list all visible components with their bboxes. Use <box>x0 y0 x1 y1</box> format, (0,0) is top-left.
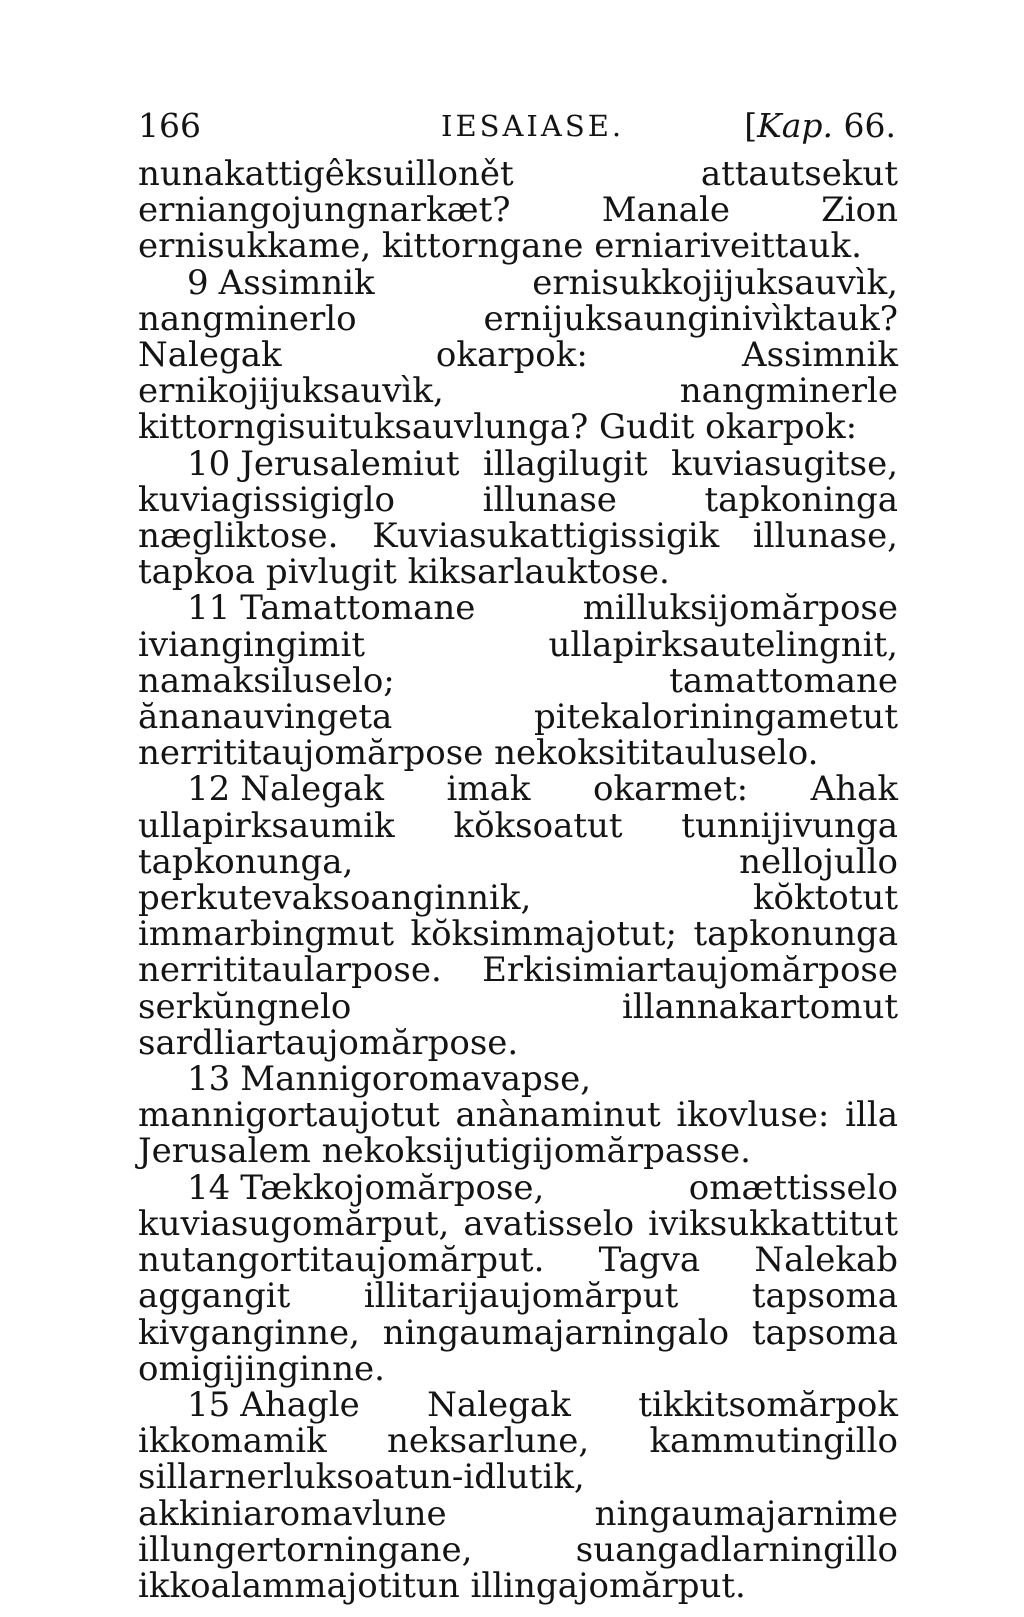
page-number: 166 <box>138 106 201 145</box>
verse-text: Nalegak imak okarmet: Ahak ullapirksaumik kŏksoatut tunnijivunga tapkonunga, nellojullo perkutevaksoanginnik, kŏktotut immarbingmut kŏksimmajotut; tapkonunga nerrititaularpose. Erkisimiartaujomărpose serkŭngnelo illannakartomut sardliartaujomărpose. <box>138 769 898 1063</box>
verse-9 <box>138 262 898 448</box>
verse-number: 9 <box>187 262 209 303</box>
verse-number: 13 <box>187 1059 231 1100</box>
verse-13 <box>138 1061 898 1170</box>
chapter-reference <box>744 100 896 152</box>
verse-text: Ahagle Nalegak tikkitsomărpok ikkomamik neksarlune, kammutingillo sillarnerluksoatun-idlutik, akkiniaromavlune ningaumajarnime illungertorningane, suangadlarningillo ikkoalammajotitun illingajomărput. <box>138 1384 898 1606</box>
chapter-bracket: [ <box>744 106 758 145</box>
chapter-number: 66. <box>843 106 896 145</box>
verse-number: 11 <box>187 588 231 629</box>
verse-text: Jerusalemiut illagilugit kuviasugitse, kuviagissigiglo illunase tapkoninga nægliktose. Kuviasukattigissigik illunase, tapkoa pivlugit kiksarlauktose. <box>138 443 898 593</box>
verse-12 <box>138 771 898 1061</box>
verse-text: Tækkojomărpose, omættisselo kuviasugomărput, avatisselo iviksukkattitut nutangortitaujomărput. Tagva Nalekab aggangit illitarijaujomărput tapsoma kivganginne, ningaumajarningalo tapsoma omigijinginne. <box>138 1167 898 1389</box>
verse-number: 12 <box>187 769 231 810</box>
verse-text: Mannigoromavapse, mannigortaujotut anànaminut ikovluse: illa Jerusalem nekoksijutigijomărpasse. <box>138 1059 898 1172</box>
verse-number: 15 <box>187 1384 231 1425</box>
verse-number: 10 <box>187 443 231 484</box>
continuation-paragraph: nunakattigêksuillonět attautsekut erniangojungnarkæt? Manale Zion ernisukkame, kittorngane erniariveittauk. <box>138 154 898 267</box>
chapter-kap-label: Kap. <box>757 106 834 145</box>
verse-10 <box>138 443 898 593</box>
verse-15 <box>138 1384 898 1606</box>
verse-text: Assimnik ernisukkojijuksauvìk, nangminerlo ernijuksaunginivìktauk? Nalegak okarpok: Assimnik ernikojijuksauvìk, nangminerle kittorngisuituksauvlunga? Gudit okarpok: <box>138 262 898 448</box>
verse-11 <box>138 588 898 774</box>
running-title: IESAIASE. <box>441 109 625 143</box>
body-text <box>138 156 898 1604</box>
book-page <box>138 100 898 1604</box>
verse-14 <box>138 1167 898 1389</box>
page-header <box>138 100 898 152</box>
verse-number: 14 <box>187 1167 231 1208</box>
verse-text: Tamattomane milluksijomărpose iviangingimit ullapirksautelingnit, namaksiluselo; tamattomane ănanauvingeta pitekaloriningametut nerrititaujomărpose nekoksititauluselo. <box>138 588 898 774</box>
